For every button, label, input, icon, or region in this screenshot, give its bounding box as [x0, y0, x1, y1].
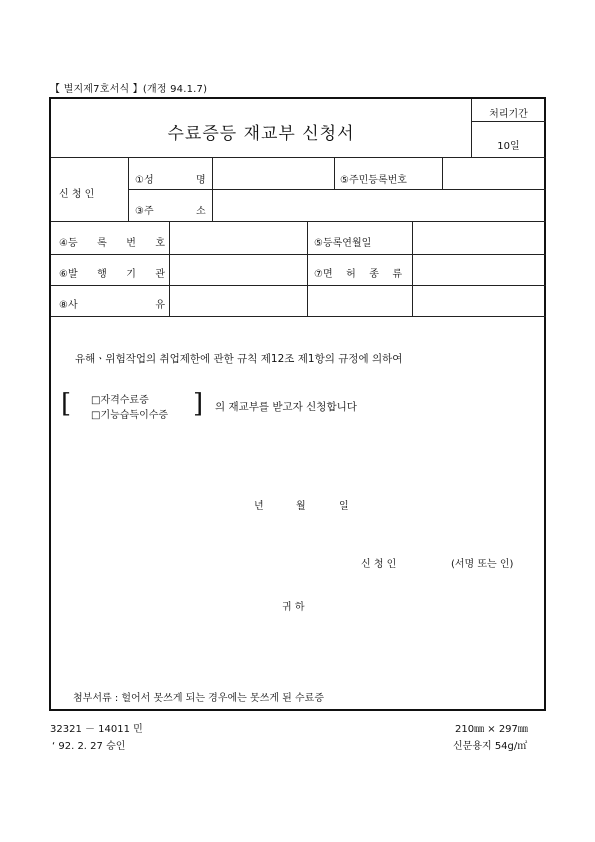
reason-label-part: 유: [155, 300, 165, 311]
divider: [412, 221, 413, 316]
reg-no-field[interactable]: [172, 224, 305, 250]
issuer-label-part: 관: [155, 269, 165, 280]
form-code: 32321 － 14011 민: [50, 724, 143, 735]
issuer-label-part: 행: [97, 269, 107, 280]
name-label-2: 명: [196, 175, 206, 186]
legal-basis-statement: 유해ㆍ위험작업의 취업제한에 관한 규칙 제12조 제1항의 규정에 의하여: [75, 353, 403, 365]
approval-date: ‘ 92. 2. 27 승인: [52, 741, 126, 752]
option-skill-completion-certificate[interactable]: □기능습득이수증: [91, 410, 169, 421]
reg-no-label-part: 호: [155, 238, 165, 249]
reg-no-label-part: ④등: [59, 238, 78, 249]
reason-label-part: ⑧사: [59, 300, 78, 311]
right-bracket: ]: [193, 389, 204, 419]
name-label: ①성: [135, 175, 154, 186]
reg-no-label-part: 번: [126, 238, 136, 249]
issuer-label-part: ⑥발: [59, 269, 78, 280]
form-reference: 【 별지제7호서식 】(개정 94.1.7): [50, 84, 208, 95]
name-field[interactable]: [213, 161, 333, 187]
license-type-label-part: 종: [369, 269, 379, 280]
reg-date-label: ⑤등록연월일: [314, 238, 372, 249]
address-label-2: 소: [196, 206, 206, 217]
date-month-label: 월: [296, 501, 306, 512]
attachment-note: 첨부서류 : 헐어서 못쓰게 되는 경우에는 못쓰게 된 수료증: [73, 693, 324, 704]
reg-date-field[interactable]: [415, 224, 543, 250]
rrn-field[interactable]: [443, 161, 543, 187]
reason-label: [59, 296, 165, 311]
applicant-group-text: 신 청 인: [59, 189, 95, 200]
divider: [51, 285, 546, 286]
divider: [471, 121, 546, 122]
divider: [169, 221, 170, 316]
processing-period-value: 10일: [497, 141, 520, 152]
issuer-label-part: 기: [126, 269, 136, 280]
issuer-field[interactable]: [172, 257, 305, 281]
divider: [51, 157, 546, 158]
divider: [128, 189, 546, 190]
rrn-label: ⑤주민등록번호: [340, 175, 407, 186]
divider: [307, 221, 308, 316]
license-type-label-part: 류: [392, 269, 402, 280]
applicant-group-label: [59, 185, 119, 200]
address-label: ③주: [135, 206, 154, 217]
license-type-field[interactable]: [415, 257, 543, 281]
processing-period-label: 처리기간: [489, 109, 528, 120]
address-field[interactable]: [213, 192, 543, 218]
reissue-request-text: 의 재교부를 받고자 신청합니다: [215, 401, 357, 413]
license-type-label-part: 허: [346, 269, 356, 280]
reg-no-label: [59, 234, 165, 249]
option-qualification-certificate[interactable]: □자격수료증: [91, 395, 149, 406]
form-title: 수료증등 재교부 신청서: [167, 124, 355, 144]
paper-size: 210㎜ × 297㎜: [455, 724, 528, 735]
date-day-label: 일: [339, 501, 349, 512]
reg-no-label-part: 록: [97, 238, 107, 249]
license-type-label: [314, 265, 402, 280]
divider: [51, 254, 546, 255]
left-bracket: [: [61, 389, 72, 419]
paper-type: 신문용지 54g/㎡: [453, 741, 528, 752]
recipient-label: 귀 하: [282, 602, 305, 613]
reason-detail-field[interactable]: [310, 288, 543, 312]
divider: [51, 221, 546, 222]
divider: [334, 157, 335, 189]
divider: [51, 316, 546, 317]
date-year-label: 년: [254, 501, 264, 512]
reason-field[interactable]: [172, 288, 305, 312]
signature-or-seal-label: (서명 또는 인): [451, 559, 514, 570]
issuer-label: [59, 265, 165, 280]
license-type-label-part: ⑦면: [314, 269, 333, 280]
applicant-sign-label: 신 청 인: [361, 559, 397, 570]
application-form: [49, 97, 546, 711]
